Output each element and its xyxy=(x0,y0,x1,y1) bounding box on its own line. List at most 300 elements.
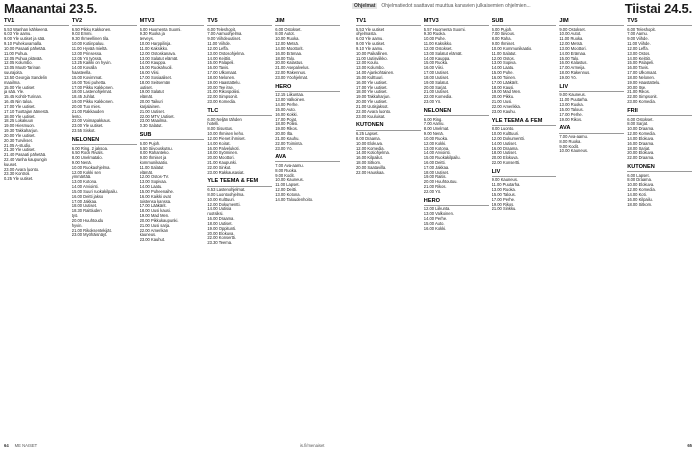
program-listing: 16.00 Viisi. xyxy=(423,65,444,71)
program-listing: 14.00 Kauppa. xyxy=(139,60,167,66)
right-page-header xyxy=(625,0,692,16)
program-listing: 8.00 Rahanteko. xyxy=(139,150,170,156)
program-listing: 12.00 Ostos-TV. xyxy=(139,174,170,180)
program-listing: 14.00 Perhe. xyxy=(275,102,299,108)
program-listing: 9.10 Yle aamu. xyxy=(356,45,384,51)
program-listing: 14.00 Perhe. xyxy=(423,216,448,222)
program-listing: elämät. xyxy=(139,169,154,175)
program-listing: 20.00 Moottori. xyxy=(207,155,235,161)
program-listing: 11.00 Viihde. xyxy=(627,41,651,47)
program-listing: suurajoita. xyxy=(4,70,23,76)
program-listing: 22.00 Komedia. xyxy=(423,94,453,100)
program-listing: 0.25 Yle uutiset. xyxy=(4,176,34,182)
program-listing: 13.00 Ostos. xyxy=(627,50,651,56)
program-listing: 23.00 Myöhäisnäyt. xyxy=(71,232,108,238)
program-listing: 17.00 Pikku Kakkonen. xyxy=(71,84,114,90)
program-listing: 20.30 Turvikset. xyxy=(4,137,33,143)
program-listing: 19.00 Hiesmuon. xyxy=(4,123,35,129)
program-listing: 6.00 Lapset. xyxy=(627,172,650,178)
program-listing: 5.53 Wanhan kähkeenä. xyxy=(4,26,49,32)
center-text: Ohjelmatiedot saattavat muuttua kanavien julkaisemien ohjelmien... xyxy=(381,3,531,9)
program-listing: 16.00 Tavis. xyxy=(207,65,230,71)
program-listing: 20.00 Itse. xyxy=(627,84,647,90)
program-listing: 11.00 Salatut. xyxy=(491,50,517,56)
program-listing: 18.00 Nelonen. xyxy=(207,74,236,80)
program-listing: 18.00 Sarjat. xyxy=(627,145,651,151)
program-listing: 19.00 Mad Men. xyxy=(491,89,522,95)
channel-heading: LIV xyxy=(492,169,557,177)
program-listing: 21.00 Rikoksentekijät. xyxy=(71,227,112,233)
right-day-title: Tiistai 24.5. xyxy=(624,0,692,16)
program-listing: 18.00 Uutiset. xyxy=(491,150,517,156)
program-listing: 15.00 Ruokakilpailu. xyxy=(423,155,461,161)
program-listing: 18.00 Nelonen. xyxy=(627,74,655,80)
program-listing: 17.00 Sosiaaliset. xyxy=(139,74,172,80)
program-listing: 20.00 Pikku. xyxy=(491,94,515,100)
program-listing: 23.00 Komedia. xyxy=(207,99,237,105)
program-listing: 15.00 Kulttuuri. xyxy=(356,74,384,80)
program-listing: 9.03 Emmi. xyxy=(71,31,93,37)
program-listing: 18.00 Yle uutiset. xyxy=(4,113,36,119)
program-listing: 9.30 Ruoka. xyxy=(423,31,446,37)
program-listing: 19.00 Pikku Kakkonen. xyxy=(71,99,114,105)
program-listing: 11.00 Puutarha. xyxy=(559,97,589,103)
program-listing: 19.00 Yö. xyxy=(559,74,577,80)
program-listing: 14.00 Ajankohtainen. xyxy=(356,70,395,76)
program-listing: 13.00 Moottori. xyxy=(559,45,587,51)
program-listing: 21.00 Kaupunki. xyxy=(207,159,237,165)
program-listing: 15.00 Ruokahuoli. xyxy=(139,65,173,71)
program-listing: 14.00 Elokuva. xyxy=(627,135,655,141)
program-listing: 8.00 Draama. xyxy=(356,135,381,141)
program-listing: 13.05 Muutt-Tarinan xyxy=(4,65,41,71)
program-listing: 17.00 Perhe. xyxy=(491,196,516,202)
program-listing: 13.00 Valkoinen. xyxy=(275,97,306,103)
channel-heading: JIM xyxy=(559,18,624,26)
program-listing: 13.00 Kotona. xyxy=(423,145,450,151)
program-listing: 16.00 Kalastus. xyxy=(559,60,588,66)
program-listing: 21.00 Uutiset. xyxy=(423,89,450,95)
program-listing: 17.00 Uutiset. xyxy=(423,70,450,76)
program-listing: 22.00 Hauskaa. xyxy=(356,169,385,175)
program-listing: 10.00 Kulttuuri. xyxy=(207,196,235,202)
program-listing: 17.00 Perhe. xyxy=(559,111,583,117)
program-listing: 12.00 Kokki. xyxy=(423,140,447,146)
program-listing: 20.00 Saatavilla. xyxy=(356,164,387,170)
program-listing: 10.00 Ruoka. xyxy=(423,135,449,141)
program-listing: 10.00 Ruokaohjelma. xyxy=(71,164,111,170)
website-url: is.fi/menaiset xyxy=(300,442,325,448)
program-listing: 12.00 Ostos. xyxy=(491,55,515,61)
program-listing: 13.00 Salatut elämät. xyxy=(423,50,463,56)
program-listing: 18.30 Raittiuden xyxy=(71,208,102,214)
program-listing: 17.00 Ulkomaat. xyxy=(627,70,657,76)
program-listing: 17.00 Jakkaa. xyxy=(423,164,450,170)
program-listing: 13.00 Ruoka. xyxy=(559,102,584,108)
program-listing: 17.00 Yle uutiset. xyxy=(356,84,388,90)
program-listing: 19.00 Salatut xyxy=(139,89,164,95)
program-listing: 12.00 Komedia. xyxy=(627,187,656,193)
program-listing: 20.00 Elokuva. xyxy=(207,230,235,236)
center-footer xyxy=(300,441,324,449)
program-listing: 16.00 Toinen. xyxy=(491,74,517,80)
program-listing: 11.00 Lapset. xyxy=(275,182,300,188)
program-listing: 15.00 Suuri ruokakilpailu. xyxy=(71,188,118,194)
program-listing: 16.00 Viisi. xyxy=(139,70,160,76)
program-listing: 21.00 Kauhu. xyxy=(275,135,300,141)
program-listing: 21.00 Uusi. xyxy=(491,99,513,105)
program-listing: 6.00 Ostokset. xyxy=(275,26,302,32)
program-listing: 18.00 Uutiset. xyxy=(207,220,233,226)
program-listing: 10.00 Ihmisen keho. xyxy=(207,131,245,137)
program-listing: 6.00 Ostokset. xyxy=(627,116,654,122)
program-listing: 8.00 Autot. xyxy=(275,31,295,37)
program-listing: 12.00 Koulu. xyxy=(356,60,379,66)
program-listing: 6.25 Lapset. xyxy=(356,131,379,137)
program-listing: terveys. xyxy=(139,36,154,42)
program-listing: 13.50 Georgia Sandelin xyxy=(4,74,48,80)
program-listing: 5.57 Huomenta Suomi. xyxy=(423,26,466,32)
program-listing: 11.00 Puhua. xyxy=(4,50,29,56)
program-listing: elämät. xyxy=(139,94,154,100)
program-listing: ohjelmasta. xyxy=(356,31,377,37)
program-listing: 16.00 Kokki. xyxy=(423,225,447,231)
channel-heading: YLE TEEMA & FEM xyxy=(492,118,557,126)
program-listing: 23.00 Kuuluisat. xyxy=(356,113,386,119)
program-listing: 19.30 Takkaharjun. xyxy=(4,128,39,134)
program-listing: 9.00 Viihdeuutiset. xyxy=(207,36,242,42)
program-listing: 15.00 Puhe. xyxy=(491,70,514,76)
program-listing: 19.00 Mad Men. xyxy=(139,213,170,219)
program-listing: 20.00 Yle uutiset. xyxy=(356,99,388,105)
program-listing: 6.00 Teleshopit. xyxy=(627,26,656,32)
program-listing: työ. xyxy=(71,213,79,219)
program-listing: 11.00 Viihde. xyxy=(207,41,231,47)
channel-heading: TV5 xyxy=(207,18,272,26)
program-listing: 21.40 Pasaati pähetää. xyxy=(4,152,47,158)
magazine-name: ME NAISET xyxy=(14,442,38,448)
program-listing: 23.30 Teema. xyxy=(207,240,233,246)
program-listing: 18.00 Syöminen. xyxy=(207,150,239,156)
program-listing: 15.00 Palapeli. xyxy=(207,60,235,66)
program-listing: 8.00 Sisustus. xyxy=(207,126,234,132)
program-listing: toistensa kanssa. xyxy=(139,198,172,204)
program-listing: 10.00 Puhe. xyxy=(423,36,446,42)
program-listing: 9.10 Puhekuvamalla. xyxy=(4,41,43,47)
program-listing: 6.50 Siivouskutsu. xyxy=(139,145,173,151)
program-listing: 21.00 Uutiset. xyxy=(139,108,165,114)
program-listing: 12.00 Deitti. xyxy=(275,187,298,193)
program-listing: 13.25 Kaikki on hyvin. xyxy=(71,60,112,66)
program-listing: 20.00 Kalastus. xyxy=(275,60,304,66)
program-listing: 15.45 Kohtit-Turinan. xyxy=(4,94,43,100)
program-listing: 17.00 Lääkärit. xyxy=(491,79,519,85)
program-listing: 19.00 Haastattelu. xyxy=(207,79,241,85)
page-gutter xyxy=(343,18,353,440)
channel-heading: TV1 xyxy=(356,18,421,26)
program-listing: 16.00 Draama. xyxy=(491,145,519,151)
program-listing: 12.05 Puhua pitävää. xyxy=(4,55,43,61)
program-listing: kauneus. xyxy=(139,232,157,238)
program-listing: 22.00 Voimapakkaus. xyxy=(71,118,111,124)
program-listing: hotelli. xyxy=(207,121,220,127)
program-listing: 15.00 Talous. xyxy=(491,191,516,197)
program-listing: 9.00 Nenä. xyxy=(423,131,444,137)
program-listing: 16.00 Draama. xyxy=(207,216,235,222)
program-listing: 22.00 Draama. xyxy=(627,155,655,161)
program-listing: 21.00 Sinkku. xyxy=(491,206,517,212)
program-listing: 13.00 Kolumbo. xyxy=(356,65,385,71)
program-listing: 23.00 Yö. xyxy=(423,99,442,105)
program-listing: 9.00 Kodit. xyxy=(275,172,295,178)
program-listing: 10.00 Ruoka. xyxy=(275,36,300,42)
program-listing: 18.25 Lokakuun xyxy=(4,118,34,124)
program-listing: 18.00 Sitkom. xyxy=(627,201,653,207)
listing-column xyxy=(424,18,489,440)
program-listing: 12.15 Liikuntaa. xyxy=(275,92,305,98)
program-listing: 14.00 Kotiohjelma. xyxy=(356,150,390,156)
program-listing: 16.00 Kokki. xyxy=(275,111,298,117)
program-listing: 12.00 Dokumentti. xyxy=(207,201,241,207)
listing-column xyxy=(275,18,340,440)
listing-column xyxy=(207,18,272,440)
program-listing: 20.00 Huuhtoutuu. xyxy=(423,179,458,185)
program-listing: 8.00 Ruoka. xyxy=(559,138,582,144)
program-listing: 7.00 Aamuohjelma. xyxy=(207,31,243,37)
program-listing: karjalainen. xyxy=(139,103,161,109)
program-listing: 15.00 Talo. xyxy=(559,55,580,61)
program-listing: 17.00 Ulkomaat. xyxy=(207,70,238,76)
program-listing: kommunikaatio. xyxy=(139,159,169,165)
program-listing: 18.00 Kausi. xyxy=(491,84,515,90)
program-listing: 8.00 Ruoka. xyxy=(275,167,298,173)
program-listing: 18.00 Uutiset. xyxy=(423,169,450,175)
program-listing: 20.00 Tuo mies. xyxy=(71,103,101,109)
program-listing: 15.00 Ruoka. xyxy=(423,60,449,66)
program-listing: 22.00 MTV Uutiset. xyxy=(139,113,175,119)
channel-heading: NELONEN xyxy=(424,108,489,116)
channel-heading: HERO xyxy=(275,84,340,92)
program-listing: 16.00 Draama. xyxy=(627,140,655,146)
program-listing: 12.00 Pienet ihmiset. xyxy=(207,135,246,141)
program-listing: 6.53 Lastenohjelmat. xyxy=(207,187,246,193)
program-listing: 10.00 Draama. xyxy=(627,126,655,132)
program-listing: 20.00 Pikkukaupunki. xyxy=(139,217,179,223)
program-listing: 12.05 Kolumbo. xyxy=(4,60,33,66)
program-listing: 12.00 Ostoskanava. xyxy=(139,50,177,56)
program-listing: 14.00 Koti. xyxy=(627,191,647,197)
program-listing: 22.00 Avara luonto. xyxy=(356,108,392,114)
center-header xyxy=(352,3,531,9)
program-listing: 13.00 Ostosohjelma. xyxy=(207,50,245,56)
program-listing: 22.40 Vanha kaupungin xyxy=(4,157,47,162)
program-listing: 20.00 Taikuri xyxy=(139,99,163,105)
listing-column xyxy=(559,18,624,440)
program-listing: 14.00 Uutisia xyxy=(207,206,232,212)
program-listing: 6.00 Teleshopit. xyxy=(207,26,236,32)
program-listing: 13.00 Ruoka. xyxy=(491,187,516,193)
program-listing: 14.00 Laatu. xyxy=(491,65,515,71)
left-page-number: 64 xyxy=(4,442,9,448)
program-listing: 23.30 Kontroli. xyxy=(4,171,31,177)
program-listing: 15.00 Talous. xyxy=(559,106,584,112)
program-listing: 14.00 Keittiö. xyxy=(627,55,652,61)
program-listing: 12.05 Yö työssä. xyxy=(71,55,103,61)
channel-heading: LIV xyxy=(559,84,624,92)
program-listing: 21.00 Rikos. xyxy=(423,184,447,190)
program-listing: 12.00 Komedia. xyxy=(356,145,385,151)
program-listing: 14.00 Kovalla xyxy=(71,65,97,71)
program-listing: 23.00 Maailma. xyxy=(139,118,168,124)
channel-heading: SUB xyxy=(492,18,557,26)
program-listing: 17.00 Pojat. xyxy=(275,116,298,122)
program-listing: 6.00 Pujoh. xyxy=(139,140,161,146)
program-listing: 22.00 Amerikan xyxy=(139,227,169,233)
program-listing: 10.00 Elokuva. xyxy=(356,140,384,146)
program-listing: 8.00 Luonto. xyxy=(491,126,515,132)
left-day-title: Maanantai 23.5. xyxy=(4,0,98,16)
program-listing: lento. xyxy=(71,113,82,119)
program-listing: 9.00 Yle uutiset. xyxy=(356,41,386,47)
program-listing: 12.00 Ostokset. xyxy=(423,45,453,51)
program-listing: 20.00 Elokuva. xyxy=(627,150,655,156)
program-listing: 21.05 A-studio. xyxy=(4,142,32,148)
program-listing: 10.00 Kauneus. xyxy=(559,148,589,154)
program-listing: 6.03 Yle aamu. xyxy=(4,31,32,37)
program-listing: 9.00 Yle uutiset ja sää. xyxy=(4,36,46,42)
right-page-number: 65 xyxy=(687,442,692,448)
program-listing: 20.00 Huuhtoudu xyxy=(71,217,104,223)
program-listing: 22.00 Toiminta. xyxy=(275,140,303,146)
program-listing: 8.00 Unelmatalo. xyxy=(71,155,103,161)
program-listing: 9.30 Ihmeellinen tila. xyxy=(71,36,110,42)
program-listing: 12.00 Prinsessa. xyxy=(71,50,103,56)
program-listing: 16.00 Palvelukoti. xyxy=(207,145,240,151)
program-listing: 7.00 Ava-aamu. xyxy=(559,134,588,139)
program-listing: 19.00 Rikos. xyxy=(491,201,515,207)
program-listing: 14.00 Koirat. xyxy=(207,140,231,146)
left-page-header xyxy=(4,0,97,16)
program-listing: 16.00 Kilpailut. xyxy=(356,155,383,161)
program-listing: 14.00 Uutiset. xyxy=(491,140,517,146)
channel-heading: YLE TEEMA & FEM xyxy=(207,178,272,186)
right-footer xyxy=(687,441,692,449)
program-listing: 17.00 Armeija. xyxy=(559,65,586,71)
program-listing: 6.50 Rock Rivals. xyxy=(71,150,104,156)
program-listing: 18.00 Uusi kausi. xyxy=(139,208,171,214)
channel-heading: TLC xyxy=(207,108,272,116)
program-listing: 19.00 Salatut. xyxy=(423,79,450,85)
program-listing: 6.00 Huomenta Suomi. xyxy=(139,26,182,32)
program-listing: 23.00 Yle uutiset. xyxy=(71,123,104,129)
program-listing: ymmärtää. xyxy=(71,174,92,180)
listing-column xyxy=(627,18,692,440)
program-listing: 16.00 Erämaa. xyxy=(275,50,303,56)
program-listing: 20.00 Tee itse. xyxy=(207,84,234,90)
channel-heading: KUTONEN xyxy=(627,164,692,172)
program-listing: 10.00 Paikallinen. xyxy=(356,50,389,56)
program-listing: 12.00 Metsä. xyxy=(275,41,299,47)
program-listing: 14.00 Moottorit. xyxy=(275,45,304,51)
channel-heading: AVA xyxy=(275,154,340,162)
program-listing: 15.00 Yle uutiset xyxy=(4,84,35,90)
program-listing: 6.00 Neljän tähden xyxy=(207,116,242,122)
program-listing: 22.00 Rakennus. xyxy=(275,70,307,76)
program-listing: 17.00 Yle uutiset. xyxy=(4,103,36,109)
program-listing: 18.45 Juhlat. xyxy=(71,94,96,100)
program-listing: 21.30 Yle uutiset. xyxy=(4,147,36,153)
program-listing: 16.00 Deitti jakso xyxy=(71,193,104,199)
program-listing: kuuset. xyxy=(4,161,18,167)
program-listing: 23.00 Komedia. xyxy=(627,99,656,105)
program-listing: 21.00 Uusi sarja. xyxy=(139,222,171,228)
channel-heading: AVA xyxy=(559,125,624,133)
program-listing: 9.00 Viihde. xyxy=(627,36,649,42)
program-listing: 23.00 Yöohjelmat. xyxy=(275,74,309,80)
program-listing: 10.00 Kauneus. xyxy=(275,177,304,183)
program-listing: 7.00 Aamu. xyxy=(627,31,648,37)
program-listing: uutiset. xyxy=(139,84,153,90)
program-listing: 17.10 Tuottajan äänestä. xyxy=(4,108,50,114)
program-listing: 14.00 Taloudenhoito. xyxy=(275,196,314,202)
listing-columns xyxy=(4,18,692,440)
program-listing: 20.00 Sarjat. xyxy=(423,84,448,90)
program-listing: 21.00 Uutisjaksot. xyxy=(356,103,389,109)
program-listing: 7.00 Aamu. xyxy=(423,121,445,127)
program-listing: 13.00 Kotona. xyxy=(275,191,301,197)
program-listing: 21.00 Rikospoliisi. xyxy=(207,89,241,95)
program-listing: 19.00 Rikos. xyxy=(559,116,583,122)
program-listing: 22.00 Yö. xyxy=(423,188,442,194)
channel-heading: TV1 xyxy=(4,18,69,26)
program-listing: 8.00 Draama. xyxy=(627,177,652,183)
program-listing: 12.00 Leffa. xyxy=(627,45,649,51)
program-listing: 21.00 Rikos. xyxy=(627,89,650,95)
channel-heading: FRII xyxy=(627,108,692,116)
channel-heading: JIM xyxy=(275,18,340,26)
program-listing: 11.00 Hyvää mieltä. xyxy=(71,45,108,51)
program-listing: 18.00 Rakennus. xyxy=(559,70,591,76)
listing-column xyxy=(356,18,421,440)
program-listing: 10.00 Harppilinja. xyxy=(139,41,172,47)
program-listing: 23.55 Siskot. xyxy=(71,128,96,134)
program-listing: 14.00 Arviointi. xyxy=(71,184,99,190)
program-listing: 16.45 Nin taloa. xyxy=(4,99,33,105)
program-listing: 19.00 Raitis. xyxy=(423,174,447,180)
program-listing: 20.00 Ilta. xyxy=(275,131,294,137)
program-listing: 14.00 Keittiö. xyxy=(207,55,232,61)
program-listing: 13.00 Valkoinen. xyxy=(423,211,454,217)
program-listing: ja sää. Yle. xyxy=(4,89,25,95)
program-listing: 9.00 Kauneus. xyxy=(491,177,518,183)
program-listing: 15.00 Palapeli. xyxy=(627,60,655,66)
program-listing: 9.30 Ruoka ja xyxy=(139,31,165,37)
program-listing: 10.00 Kommunikaatio. xyxy=(491,45,533,51)
channel-heading: MTV3 xyxy=(140,18,205,26)
program-listing: 20.00 Elokuva. xyxy=(491,155,519,161)
program-listing: 19.00 Takkaharjun. xyxy=(356,94,391,100)
program-listing: 17.00 Jakkaa. xyxy=(71,198,98,204)
program-listing: 18.00 Uutiset. xyxy=(423,74,450,80)
program-listing: 18.00 Yle uutiset. xyxy=(356,89,388,95)
program-listing: 20.00 Yle uutiset. xyxy=(4,132,36,138)
program-listing: 11.00 Puutarha. xyxy=(491,182,521,188)
program-listing: 23.00 Rakkausasiat. xyxy=(207,169,245,175)
program-listing: 14.00 Kauppa. xyxy=(423,55,451,61)
program-listing: ruotsiksi. xyxy=(207,211,224,217)
program-listing: 22.00 Amerikka. xyxy=(491,103,521,109)
program-listing: 10.00 Pasaati pähetää. xyxy=(4,45,47,51)
